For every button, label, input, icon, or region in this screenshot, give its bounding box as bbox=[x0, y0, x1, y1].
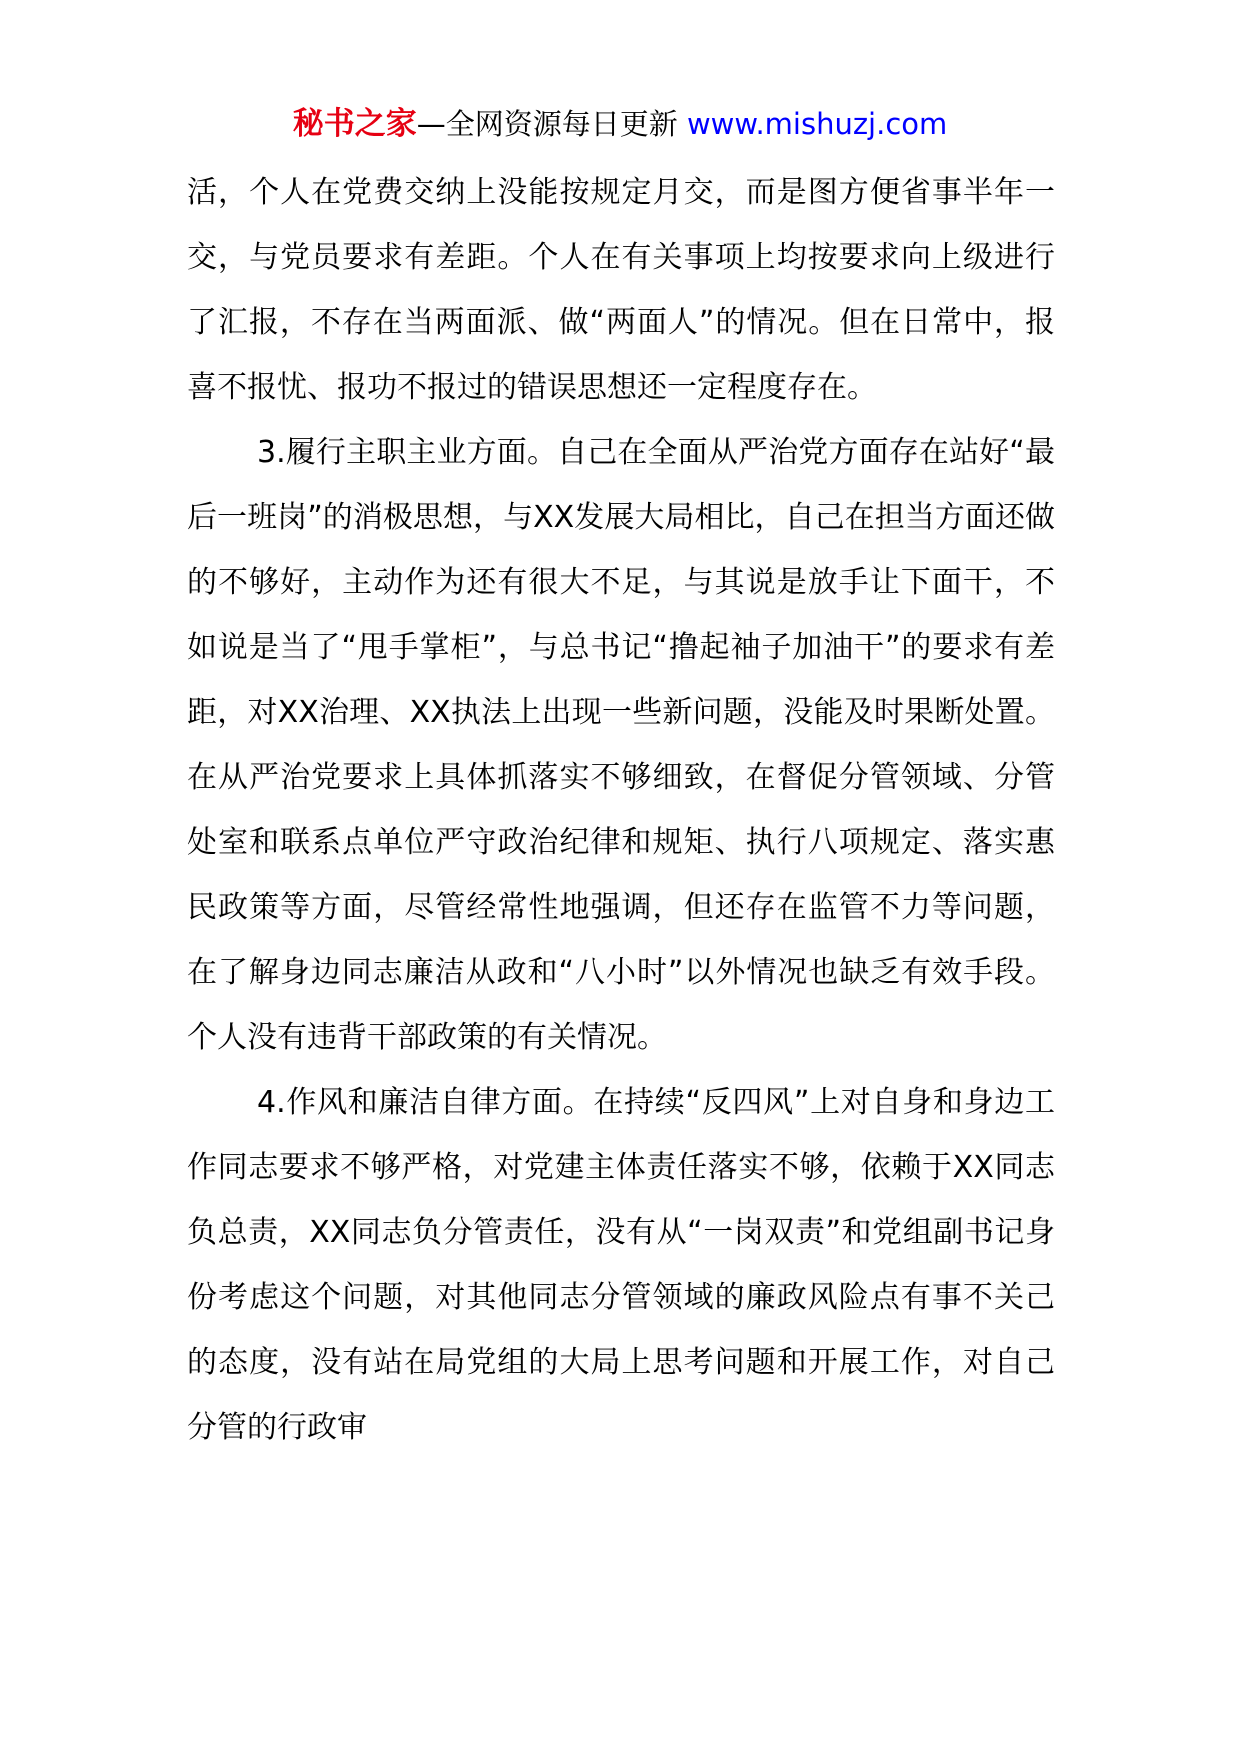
page-header bbox=[0, 104, 1240, 144]
paragraph-duties: 3.履行主职主业方面。自己在全面从严治党方面存在站好“最后一班岗”的消极思想，与XX发展大局相比，自己在担当方面还做的不够好，主动作为还有很大不足，与其说是放手让下面干，不如说是当了“甩手掌柜”，与总书记“撸起袖子加油干”的要求有差距，对XX治理、XX执法上出现一些新问题，没能及时果断处置。在从严治党要求上具体抓落实不够细致，在督促分管领域、分管处室和联系点单位严守政治纪律和规矩、执行八项规定、落实惠民政策等方面，尽管经常性地强调，但还存在监管不力等问题，在了解身边同志廉洁从政和“八小时”以外情况也缺乏有效手段。个人没有违背干部政策的有关情况。 bbox=[187, 435, 1055, 1055]
site-url[interactable]: www.mishuzj.com bbox=[686, 107, 948, 141]
header-tagline: —全网资源每日更新 bbox=[416, 107, 678, 141]
paragraph-conduct: 4.作风和廉洁自律方面。在持续“反四风”上对自身和身边工作同志要求不够严格，对党建主体责任落实不够，依赖于XX同志负总责，XX同志负分管责任，没有从“一岗双责”和党组副书记身份考虑这个问题，对其他同志分管领域的廉政风险点有事不关己的态度，没有站在局党组的大局上思考问题和开展工作，对自己分管的行政审 bbox=[187, 1085, 1055, 1445]
paragraph-continued: 活，个人在党费交纳上没能按规定月交，而是图方便省事半年一交，与党员要求有差距。个人在有关事项上均按要求向上级进行了汇报，不存在当两面派、做“两面人”的情况。但在日常中，报喜不报忧、报功不报过的错误思想还一定程度存在。 bbox=[187, 175, 1055, 405]
brand-name: 秘书之家 bbox=[292, 106, 417, 142]
document-body bbox=[187, 160, 1055, 1460]
